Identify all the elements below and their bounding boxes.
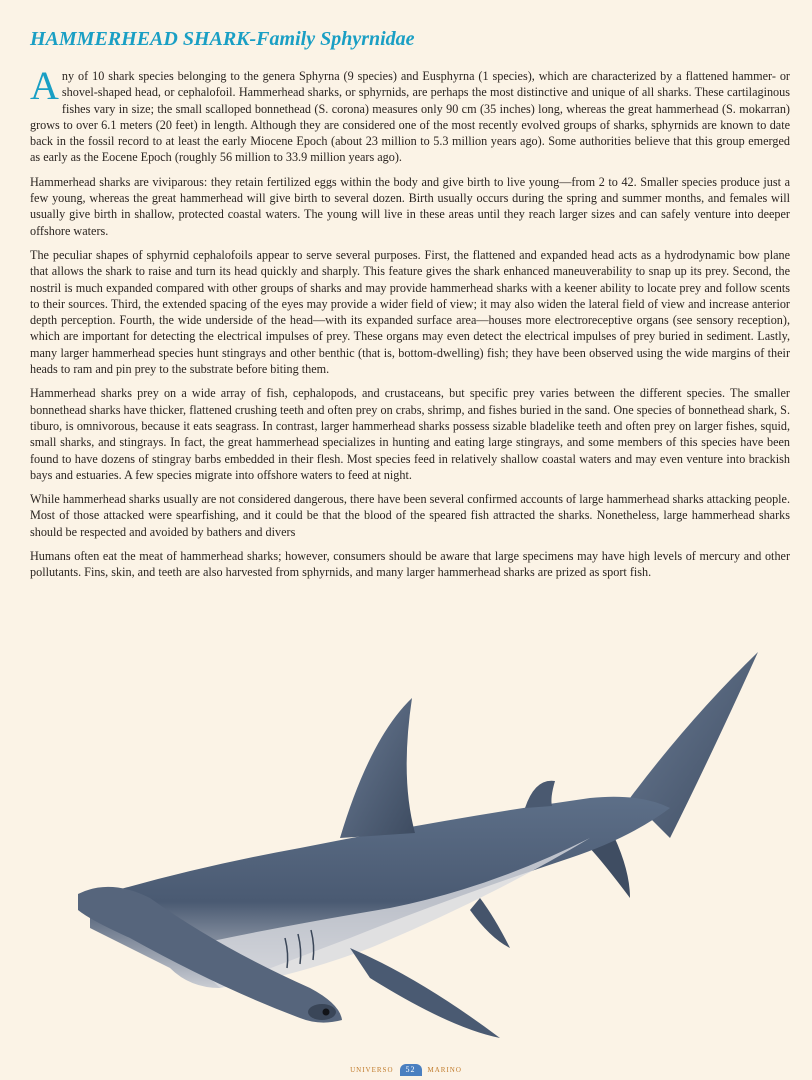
page-number: 52	[400, 1064, 422, 1076]
page-title: HAMMERHEAD SHARK-Family Sphyrnidae	[30, 28, 415, 50]
article-body	[30, 63, 790, 589]
paragraph	[30, 63, 790, 166]
footer-right-text: MARINO	[427, 1066, 462, 1074]
paragraph: Hammerhead sharks prey on a wide array of fish, cephalopods, and crustaceans, but specific prey varies between the different species. The smaller bonnethead sharks have thicker, flattened crushing teeth and often prey on crabs, shrimp, and fishes buried in the sand. One species of bonnethead shark, S. tiburo, is omnivorous, because it eats seagrass. In contrast, larger hammerhead sharks possess sizable bladelike teeth and often prey on larger fishes, squid, small sharks, and stingrays. In fact, the great hammerhead specializes in hunting and eating large stingrays, and some members of this species have been found to have dozens of stingray barbs embedded in their flesh. Most species feed in relatively shallow coastal waters and may even venture into brackish bays and estuaries. A few species migrate into offshore waters to feed at night.	[30, 386, 790, 482]
paragraph: Hammerhead sharks are viviparous: they retain fertilized eggs within the body and give birth to live young—from 2 to 42. Smaller species produce just a few young, whereas the great hammerhead will give birth to several dozen. Birth usually occurs during the spring and summer months, and females will usually give birth in shallow, protected coastal waters. The young will live in these areas until they reach larger sizes and can safely venture into deeper offshore waters.	[30, 174, 790, 238]
paragraph: While hammerhead sharks usually are not considered dangerous, there have been several confirmed accounts of large hammerhead sharks attacking people. Most of those attacked were spearfishing, and it could be that the blood of the speared fish attracted the sharks. Nonetheless, large hammerhead sharks should be respected and avoided by bathers and divers	[30, 492, 790, 539]
footer-left-text: UNIVERSO	[350, 1066, 394, 1074]
paragraph: Humans often eat the meat of hammerhead sharks; however, consumers should be aware that large specimens may have high levels of mercury and other pollutants. Fins, skin, and teeth are also harvested from sphyrnids, and many larger hammerhead sharks are prized as sport fish.	[30, 549, 790, 580]
hammerhead-shark-illustration	[70, 648, 770, 1068]
drop-cap: A	[30, 63, 59, 108]
page-footer	[0, 1064, 812, 1076]
paragraph: The peculiar shapes of sphyrnid cephalofoils appear to serve several purposes. First, the flattened and expanded head acts as a hydrodynamic bow plane that allows the shark to raise and turn its head quickly and sharply. This feature gives the shark enhanced maneuverability to snap up its prey. Second, the nostril is much expanded compared with other groups of sharks and may provide hammerhead sharks with a keener ability to locate prey and follow scents to their sources. Third, the extended spacing of the eyes may provide a wider field of view; it may also widen the lateral field of view and increase anterior depth perception. Fourth, the wide underside of the head—with its expanded surface area—houses more electroreceptive organs (see sensory reception), which are important for detecting the electrical impulses of prey. These organs may even detect the electrical impulses of prey buried in sediment. Lastly, many larger hammerhead species hunt stingrays and other benthic (that is, bottom-dwelling) fish; they have been observed using the wide margins of their heads to ram and pin prey to the substrate before biting them.	[30, 247, 790, 377]
paragraph-text: ny of 10 shark species belonging to the genera Sphyrna (9 species) and Eusphyrna (1 species), which are characterized by a flattened hammer- or shovel-shaped head, or cephalofoil. Hammerhead sharks, or sphyrnids, are perhaps the most distinctive and unique of all sharks. These cartilaginous fishes vary in size; the small scalloped bonnethead (S. corona) measures only 90 cm (35 inches) long, whereas the great hammerhead (S. mokarran) grows to over 6.1 meters (20 feet) in length. Although they are considered one of the most recently evolved groups of sharks, sphyrnids are known to date back in the fossil record to at least the early Miocene Epoch (about 23 million to 5.3 million years ago). Some authorities believe that this group emerged as early as the Eocene Epoch (roughly 56 million to 33.9 million years ago).	[30, 69, 790, 165]
